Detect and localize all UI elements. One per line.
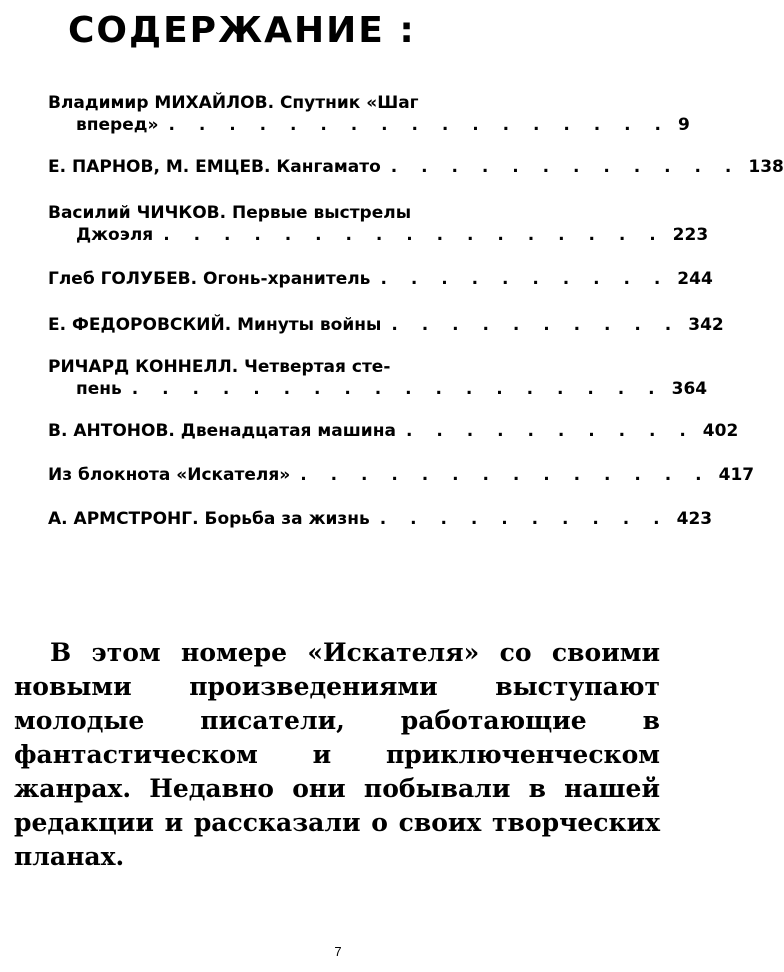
toc-entry-title-line2: Джоэля bbox=[76, 225, 154, 245]
toc-entry-title: А. АРМСТРОНГ. Борьба за жизнь bbox=[48, 509, 370, 529]
leader-dots: . . . . . . . . . . . . . . . . . . bbox=[131, 379, 664, 399]
toc-entry-title-line1: Василий ЧИЧКОВ. Первые выстрелы bbox=[48, 203, 412, 223]
toc-entry-title: Е. ФЕДОРОВСКИЙ. Минуты войны bbox=[48, 315, 382, 335]
toc-entry-title: Е. ПАРНОВ, М. ЕМЦЕВ. Кангамато bbox=[48, 157, 381, 177]
toc-entry bbox=[48, 464, 755, 486]
toc-entry-title-line2: пень bbox=[76, 379, 122, 399]
leader-dots: . . . . . . . . . . . . . . bbox=[300, 465, 711, 485]
table-of-contents bbox=[48, 92, 784, 530]
toc-entry-page: 244 bbox=[677, 269, 713, 289]
toc-entry-title-line1: Владимир МИХАЙЛОВ. Спутник «Шаг bbox=[48, 93, 419, 113]
toc-entry bbox=[48, 156, 784, 178]
toc-entry bbox=[48, 314, 724, 336]
leader-dots: . . . . . . . . . . . . bbox=[390, 157, 741, 177]
leader-dots: . . . . . . . . . . bbox=[379, 509, 669, 529]
toc-entry-title: Из блокнота «Искателя» bbox=[48, 465, 291, 485]
toc-entry-page: 9 bbox=[677, 115, 690, 135]
toc-entry bbox=[48, 202, 709, 246]
toc-entry-title-line1: РИЧАРД КОННЕЛЛ. Четвертая сте- bbox=[48, 357, 391, 377]
toc-entry-page: 364 bbox=[671, 379, 708, 399]
toc-entry bbox=[48, 356, 708, 400]
toc-entry bbox=[48, 420, 739, 442]
toc-entry-page: 138 bbox=[748, 157, 784, 177]
contents-heading: СОДЕРЖАНИЕ : bbox=[68, 10, 416, 51]
toc-entry bbox=[48, 268, 713, 290]
toc-entry-title: Глеб ГОЛУБЕВ. Огонь-хранитель bbox=[48, 269, 371, 289]
toc-entry-title: В. АНТОНОВ. Двенадцатая машина bbox=[48, 421, 396, 441]
toc-entry bbox=[48, 508, 713, 530]
leader-dots: . . . . . . . . . . bbox=[391, 315, 681, 335]
toc-entry-page: 423 bbox=[676, 509, 713, 529]
leader-dots: . . . . . . . . . . bbox=[380, 269, 670, 289]
intro-text: В этом номере «Искателя» со своими новыми произведениями выступают молодые писатели, работающие в фантастическом и приключенческом жанрах. Недавно они побывали в нашей редакции и рассказали о своих творческих планах. bbox=[14, 638, 660, 871]
leader-dots: . . . . . . . . . . bbox=[405, 421, 695, 441]
toc-entry-page: 342 bbox=[688, 315, 724, 335]
leader-dots: . . . . . . . . . . . . . . . . . bbox=[163, 225, 665, 245]
toc-entry-title-line2: вперед» bbox=[76, 115, 159, 135]
toc-entry-page: 402 bbox=[702, 421, 739, 441]
toc-entry-page: 223 bbox=[672, 225, 709, 245]
page-number: 7 bbox=[334, 944, 342, 959]
toc-entry bbox=[48, 92, 690, 136]
toc-entry-page: 417 bbox=[718, 465, 755, 485]
intro-paragraph bbox=[14, 636, 660, 874]
leader-dots: . . . . . . . . . . . . . . . . . bbox=[168, 115, 670, 135]
